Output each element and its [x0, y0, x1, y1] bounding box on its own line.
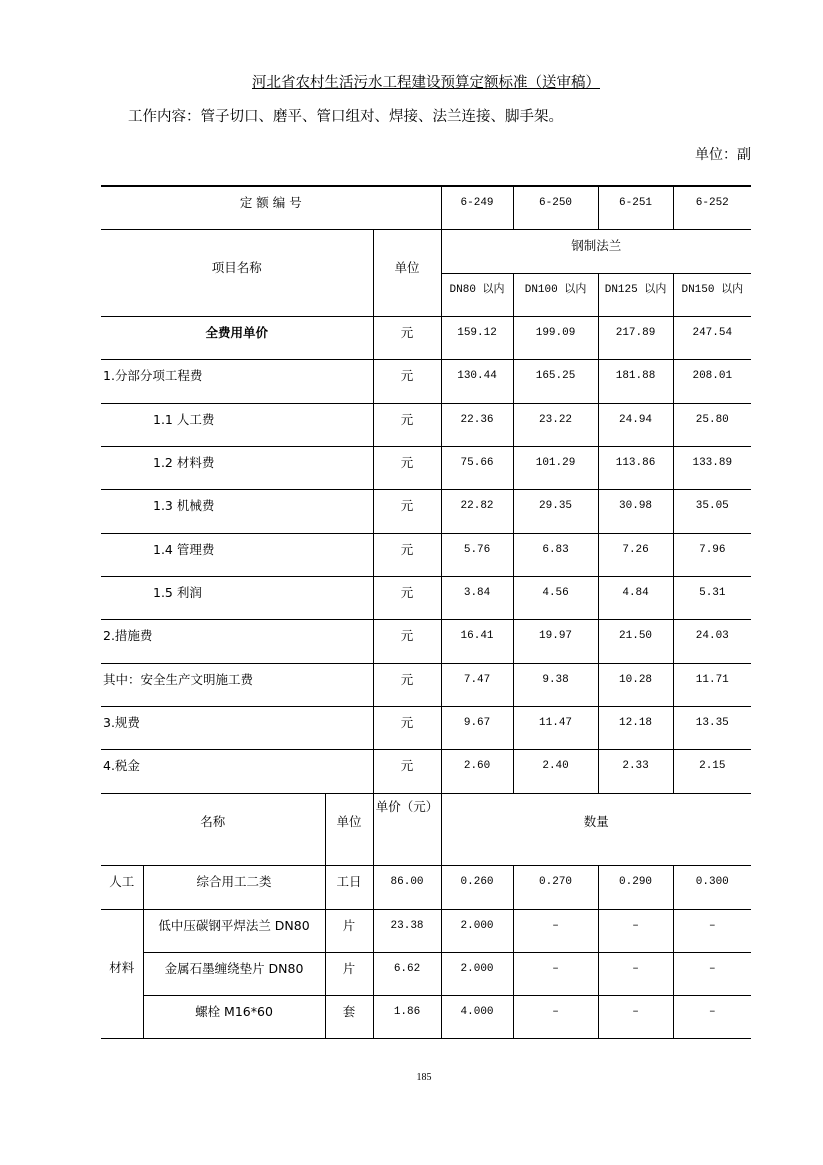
cost-name: 1.分部分项工程费	[101, 359, 373, 403]
cost-value: 2.40	[513, 749, 598, 793]
cost-unit: 元	[373, 489, 441, 533]
cost-unit: 元	[373, 403, 441, 446]
cost-value: 22.82	[441, 489, 513, 533]
cost-value: 75.66	[441, 446, 513, 489]
cost-value: 2.33	[598, 749, 673, 793]
page-number: 185	[416, 1072, 432, 1083]
measure-unit: 单位：副	[695, 147, 751, 163]
cost-name: 1.2 材料费	[101, 446, 373, 489]
cost-value: 217.89	[598, 316, 673, 359]
cost-value: 2.15	[673, 749, 751, 793]
cost-row	[101, 403, 751, 446]
resource-unit-header: 单位	[325, 793, 373, 865]
cost-value: 23.22	[513, 403, 598, 446]
cost-value: 5.31	[673, 576, 751, 619]
resource-name: 综合用工二类	[143, 865, 325, 909]
item-name-header: 项目名称	[101, 229, 373, 316]
code-row	[101, 186, 751, 229]
cost-value: 165.25	[513, 359, 598, 403]
resource-quantity: 0.290	[598, 865, 673, 909]
cost-value: 133.89	[673, 446, 751, 489]
cost-unit: 元	[373, 576, 441, 619]
cost-row	[101, 489, 751, 533]
cost-value: 247.54	[673, 316, 751, 359]
resource-quantity: –	[598, 952, 673, 995]
resource-name-header: 名称	[101, 793, 325, 865]
resource-unit: 片	[325, 909, 373, 952]
resource-unit: 工日	[325, 865, 373, 909]
cost-value: 101.29	[513, 446, 598, 489]
document-title	[101, 74, 751, 92]
resource-quantity: –	[513, 952, 598, 995]
code-cell: 6-250	[513, 186, 598, 229]
cost-name: 3.规费	[101, 706, 373, 749]
resource-quantity: –	[673, 995, 751, 1038]
cost-unit: 元	[373, 749, 441, 793]
cost-value: 29.35	[513, 489, 598, 533]
resource-quantity: 2.000	[441, 952, 513, 995]
cost-value: 13.35	[673, 706, 751, 749]
cost-unit: 元	[373, 619, 441, 663]
cost-value: 11.47	[513, 706, 598, 749]
cost-value: 7.47	[441, 663, 513, 706]
cost-name: 1.5 利润	[101, 576, 373, 619]
cost-value: 21.50	[598, 619, 673, 663]
cost-value: 19.97	[513, 619, 598, 663]
cost-name: 1.1 人工费	[101, 403, 373, 446]
cost-value: 16.41	[441, 619, 513, 663]
cost-value: 6.83	[513, 533, 598, 576]
cost-value: 24.94	[598, 403, 673, 446]
cost-unit: 元	[373, 533, 441, 576]
cost-value: 2.60	[441, 749, 513, 793]
cost-value: 30.98	[598, 489, 673, 533]
code-cell: 6-251	[598, 186, 673, 229]
cost-name: 1.4 管理费	[101, 533, 373, 576]
cost-value: 208.01	[673, 359, 751, 403]
cost-value: 159.12	[441, 316, 513, 359]
cost-value: 12.18	[598, 706, 673, 749]
code-cell: 6-249	[441, 186, 513, 229]
cost-value: 3.84	[441, 576, 513, 619]
cost-row	[101, 533, 751, 576]
cost-value: 35.05	[673, 489, 751, 533]
resource-price: 1.86	[373, 995, 441, 1038]
code-cell: 6-252	[673, 186, 751, 229]
cost-value: 113.86	[598, 446, 673, 489]
cost-value: 4.56	[513, 576, 598, 619]
resource-header-row	[101, 793, 751, 865]
resource-price: 86.00	[373, 865, 441, 909]
cost-value: 130.44	[441, 359, 513, 403]
resource-quantity: 0.260	[441, 865, 513, 909]
cost-value: 11.71	[673, 663, 751, 706]
resource-price: 23.38	[373, 909, 441, 952]
resource-quantity-header: 数量	[441, 793, 751, 865]
cost-value: 25.80	[673, 403, 751, 446]
resource-quantity: –	[598, 909, 673, 952]
cost-row	[101, 359, 751, 403]
labor-row	[101, 865, 751, 909]
cost-unit: 元	[373, 446, 441, 489]
cost-row	[101, 663, 751, 706]
material-category: 材料	[101, 909, 143, 1038]
cost-row	[101, 706, 751, 749]
labor-category: 人工	[101, 865, 143, 909]
resource-unit: 片	[325, 952, 373, 995]
resource-name: 螺栓 M16*60	[143, 995, 325, 1038]
cost-unit: 元	[373, 316, 441, 359]
cost-name: 其中：安全生产文明施工费	[101, 663, 373, 706]
spec-cell: DN100 以内	[513, 273, 598, 316]
spec-cell: DN80 以内	[441, 273, 513, 316]
spec-cell: DN150 以内	[673, 273, 751, 316]
cost-value: 24.03	[673, 619, 751, 663]
cost-name: 4.税金	[101, 749, 373, 793]
material-row	[101, 995, 751, 1038]
material-row	[101, 909, 751, 952]
cost-unit: 元	[373, 706, 441, 749]
resource-quantity: –	[598, 995, 673, 1038]
resource-quantity: –	[673, 909, 751, 952]
code-label: 定 额 编 号	[101, 186, 441, 229]
cost-unit: 元	[373, 359, 441, 403]
document-title-text: 河北省农村生活污水工程建设预算定额标准（送审稿）	[252, 75, 600, 91]
resource-quantity: 2.000	[441, 909, 513, 952]
spec-cell: DN125 以内	[598, 273, 673, 316]
cost-value: 4.84	[598, 576, 673, 619]
cost-value: 199.09	[513, 316, 598, 359]
material-row	[101, 952, 751, 995]
resource-quantity: –	[673, 952, 751, 995]
resource-quantity: –	[513, 909, 598, 952]
cost-row	[101, 576, 751, 619]
cost-row	[101, 749, 751, 793]
resource-price-header: 单价（元）	[373, 793, 441, 865]
cost-name: 1.3 机械费	[101, 489, 373, 533]
group-header: 钢制法兰	[441, 229, 751, 273]
cost-value: 22.36	[441, 403, 513, 446]
cost-value: 10.28	[598, 663, 673, 706]
resource-quantity: 4.000	[441, 995, 513, 1038]
cost-value: 7.96	[673, 533, 751, 576]
cost-name: 2.措施费	[101, 619, 373, 663]
unit-header: 单位	[373, 229, 441, 316]
resource-quantity: –	[513, 995, 598, 1038]
cost-unit: 元	[373, 663, 441, 706]
cost-row-total	[101, 316, 751, 359]
cost-name: 全费用单价	[101, 316, 373, 359]
cost-value: 9.67	[441, 706, 513, 749]
cost-row	[101, 619, 751, 663]
quota-table	[101, 185, 751, 1039]
cost-row	[101, 446, 751, 489]
work-content: 工作内容：管子切口、磨平、管口组对、焊接、法兰连接、脚手架。	[128, 109, 563, 125]
resource-name: 金属石墨缠绕垫片 DN80	[143, 952, 325, 995]
cost-value: 9.38	[513, 663, 598, 706]
resource-quantity: 0.270	[513, 865, 598, 909]
resource-price: 6.62	[373, 952, 441, 995]
resource-unit: 套	[325, 995, 373, 1038]
resource-quantity: 0.300	[673, 865, 751, 909]
resource-name: 低中压碳钢平焊法兰 DN80	[143, 909, 325, 952]
header-row	[101, 229, 751, 273]
cost-value: 7.26	[598, 533, 673, 576]
cost-value: 5.76	[441, 533, 513, 576]
cost-value: 181.88	[598, 359, 673, 403]
